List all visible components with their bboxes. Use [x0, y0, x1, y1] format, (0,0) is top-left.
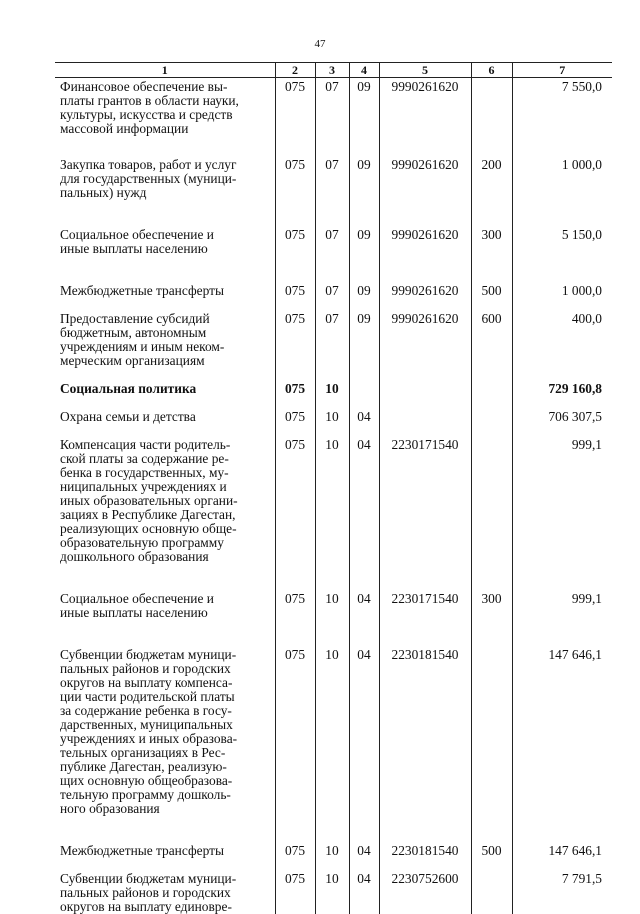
- row-name: [55, 438, 275, 592]
- row-name-line: зациях в Республике Дагестан,: [60, 507, 236, 522]
- row-name-line: дарственных, муниципальных: [60, 717, 233, 732]
- amount: 999,1: [512, 438, 612, 592]
- table-header-row: [55, 63, 612, 78]
- amount: 5 150,0: [512, 228, 612, 284]
- expense-type-code: [471, 410, 512, 438]
- row-name: [55, 312, 275, 382]
- column-header: 4: [349, 63, 379, 78]
- column-header: 5: [379, 63, 471, 78]
- expense-type-code: [471, 648, 512, 844]
- section-code: 07: [315, 284, 349, 312]
- row-name-line: пальных районов и городских: [60, 885, 231, 900]
- table-row: [55, 158, 612, 228]
- amount: 7 550,0: [512, 78, 612, 159]
- section-code: 10: [315, 592, 349, 648]
- ministry-code: 075: [275, 438, 315, 592]
- subsection-code: 04: [349, 872, 379, 914]
- subsection-code: 09: [349, 78, 379, 159]
- subsection-code: 04: [349, 438, 379, 592]
- subsection-code: 09: [349, 228, 379, 284]
- expense-type-code: 200: [471, 158, 512, 228]
- expense-type-code: 500: [471, 284, 512, 312]
- table-row: [55, 872, 612, 914]
- target-article-code: 9990261620: [379, 78, 471, 159]
- row-name-line: Субвенции бюджетам муници-: [60, 871, 237, 886]
- subsection-code: 04: [349, 844, 379, 872]
- table-row: [55, 592, 612, 648]
- column-header: 6: [471, 63, 512, 78]
- ministry-code: 075: [275, 648, 315, 844]
- ministry-code: 075: [275, 228, 315, 284]
- expense-type-code: 500: [471, 844, 512, 872]
- table-row: [55, 78, 612, 159]
- row-name-line: Финансовое обеспечение вы-: [60, 79, 228, 94]
- section-code: 07: [315, 312, 349, 382]
- target-article-code: 2230181540: [379, 844, 471, 872]
- expense-type-code: 600: [471, 312, 512, 382]
- row-name-line: пальных) нужд: [60, 185, 147, 200]
- row-name-line: ции части родительской платы: [60, 689, 235, 704]
- amount: 729 160,8: [512, 382, 612, 410]
- amount: 400,0: [512, 312, 612, 382]
- ministry-code: 075: [275, 382, 315, 410]
- row-name-line: иные выплаты населению: [60, 605, 208, 620]
- ministry-code: 075: [275, 410, 315, 438]
- subsection-code: 09: [349, 158, 379, 228]
- row-name-line: ного образования: [60, 801, 160, 816]
- expense-type-code: [471, 438, 512, 592]
- ministry-code: 075: [275, 284, 315, 312]
- row-name: [55, 228, 275, 284]
- section-code: 10: [315, 438, 349, 592]
- row-name-line: Охрана семьи и детства: [60, 409, 196, 424]
- section-code: 10: [315, 648, 349, 844]
- row-name-line: Межбюджетные трансферты: [60, 283, 224, 298]
- section-code: 07: [315, 228, 349, 284]
- row-name-line: ской платы за содержание ре-: [60, 451, 229, 466]
- row-name: [55, 592, 275, 648]
- table-row: [55, 284, 612, 312]
- row-name-line: тельную программу дошколь-: [60, 787, 231, 802]
- subsection-code: 04: [349, 592, 379, 648]
- row-name: [55, 284, 275, 312]
- row-name-line: публике Дагестан, реализую-: [60, 759, 227, 774]
- target-article-code: [379, 382, 471, 410]
- ministry-code: 075: [275, 78, 315, 159]
- amount: 147 646,1: [512, 648, 612, 844]
- table-row: [55, 648, 612, 844]
- row-name-line: для государственных (муници-: [60, 171, 237, 186]
- row-name-line: мерческим организациям: [60, 353, 205, 368]
- row-name: [55, 648, 275, 844]
- page-number: 47: [314, 38, 326, 50]
- target-article-code: 9990261620: [379, 228, 471, 284]
- row-name: [55, 78, 275, 159]
- row-name-line: Социальная политика: [60, 381, 197, 396]
- column-header: 1: [55, 63, 275, 78]
- amount: 1 000,0: [512, 158, 612, 228]
- section-code: 10: [315, 382, 349, 410]
- row-name-line: ниципальных учреждениях и: [60, 479, 227, 494]
- target-article-code: [379, 410, 471, 438]
- section-code: 10: [315, 410, 349, 438]
- row-name-line: бюджетным, автономным: [60, 325, 207, 340]
- row-name-line: Межбюджетные трансферты: [60, 843, 224, 858]
- row-name-line: платы грантов в области науки,: [60, 93, 239, 108]
- table-row: [55, 228, 612, 284]
- row-name-line: массовой информации: [60, 121, 189, 136]
- table-row: [55, 844, 612, 872]
- row-name-line: бенка в государственных, му-: [60, 465, 229, 480]
- table-row: [55, 438, 612, 592]
- table-row: [55, 312, 612, 382]
- row-name-line: Предоставление субсидий: [60, 311, 210, 326]
- row-name-line: тельных организациях в Рес-: [60, 745, 226, 760]
- ministry-code: 075: [275, 872, 315, 914]
- row-name-line: образовательную программу: [60, 535, 224, 550]
- expense-type-code: [471, 382, 512, 410]
- row-name-line: пальных районов и городских: [60, 661, 231, 676]
- row-name-line: округов на выплату единовре-: [60, 899, 232, 914]
- amount: 706 307,5: [512, 410, 612, 438]
- target-article-code: 2230171540: [379, 592, 471, 648]
- subsection-code: 04: [349, 410, 379, 438]
- row-name-line: культуры, искусства и средств: [60, 107, 233, 122]
- row-name-line: иные выплаты населению: [60, 241, 208, 256]
- subsection-code: 09: [349, 312, 379, 382]
- subsection-code: [349, 382, 379, 410]
- section-code: 10: [315, 872, 349, 914]
- row-name-line: Закупка товаров, работ и услуг: [60, 157, 237, 172]
- section-code: 07: [315, 158, 349, 228]
- subsection-code: 04: [349, 648, 379, 844]
- row-name: [55, 844, 275, 872]
- row-name-line: дошкольного образования: [60, 549, 209, 564]
- ministry-code: 075: [275, 312, 315, 382]
- target-article-code: 9990261620: [379, 284, 471, 312]
- budget-table: [55, 62, 612, 914]
- target-article-code: 2230171540: [379, 438, 471, 592]
- column-header: 3: [315, 63, 349, 78]
- row-name-line: щих основную общеобразова-: [60, 773, 233, 788]
- row-name-line: Компенсация части родитель-: [60, 437, 231, 452]
- row-name-line: реализующих основную обще-: [60, 521, 237, 536]
- expense-type-code: 300: [471, 228, 512, 284]
- table-row: [55, 410, 612, 438]
- row-name-line: округов на выплату компенса-: [60, 675, 233, 690]
- ministry-code: 075: [275, 592, 315, 648]
- ministry-code: 075: [275, 158, 315, 228]
- target-article-code: 9990261620: [379, 312, 471, 382]
- row-name-line: учреждениям и иным неком-: [60, 339, 225, 354]
- row-name: [55, 410, 275, 438]
- amount: 999,1: [512, 592, 612, 648]
- expense-type-code: 300: [471, 592, 512, 648]
- row-name-line: учреждениях и иных образова-: [60, 731, 238, 746]
- amount: 7 791,5: [512, 872, 612, 914]
- amount: 147 646,1: [512, 844, 612, 872]
- column-header: 2: [275, 63, 315, 78]
- expense-type-code: [471, 78, 512, 159]
- table-row: [55, 382, 612, 410]
- row-name-line: Субвенции бюджетам муници-: [60, 647, 237, 662]
- row-name: [55, 872, 275, 914]
- row-name: [55, 158, 275, 228]
- section-code: 07: [315, 78, 349, 159]
- row-name: [55, 382, 275, 410]
- amount: 1 000,0: [512, 284, 612, 312]
- ministry-code: 075: [275, 844, 315, 872]
- subsection-code: 09: [349, 284, 379, 312]
- expense-type-code: [471, 872, 512, 914]
- column-header: 7: [512, 63, 612, 78]
- row-name-line: Социальное обеспечение и: [60, 591, 214, 606]
- row-name-line: Социальное обеспечение и: [60, 227, 214, 242]
- target-article-code: 2230752600: [379, 872, 471, 914]
- section-code: 10: [315, 844, 349, 872]
- target-article-code: 2230181540: [379, 648, 471, 844]
- row-name-line: за содержание ребенка в госу-: [60, 703, 232, 718]
- target-article-code: 9990261620: [379, 158, 471, 228]
- row-name-line: иных образовательных органи-: [60, 493, 238, 508]
